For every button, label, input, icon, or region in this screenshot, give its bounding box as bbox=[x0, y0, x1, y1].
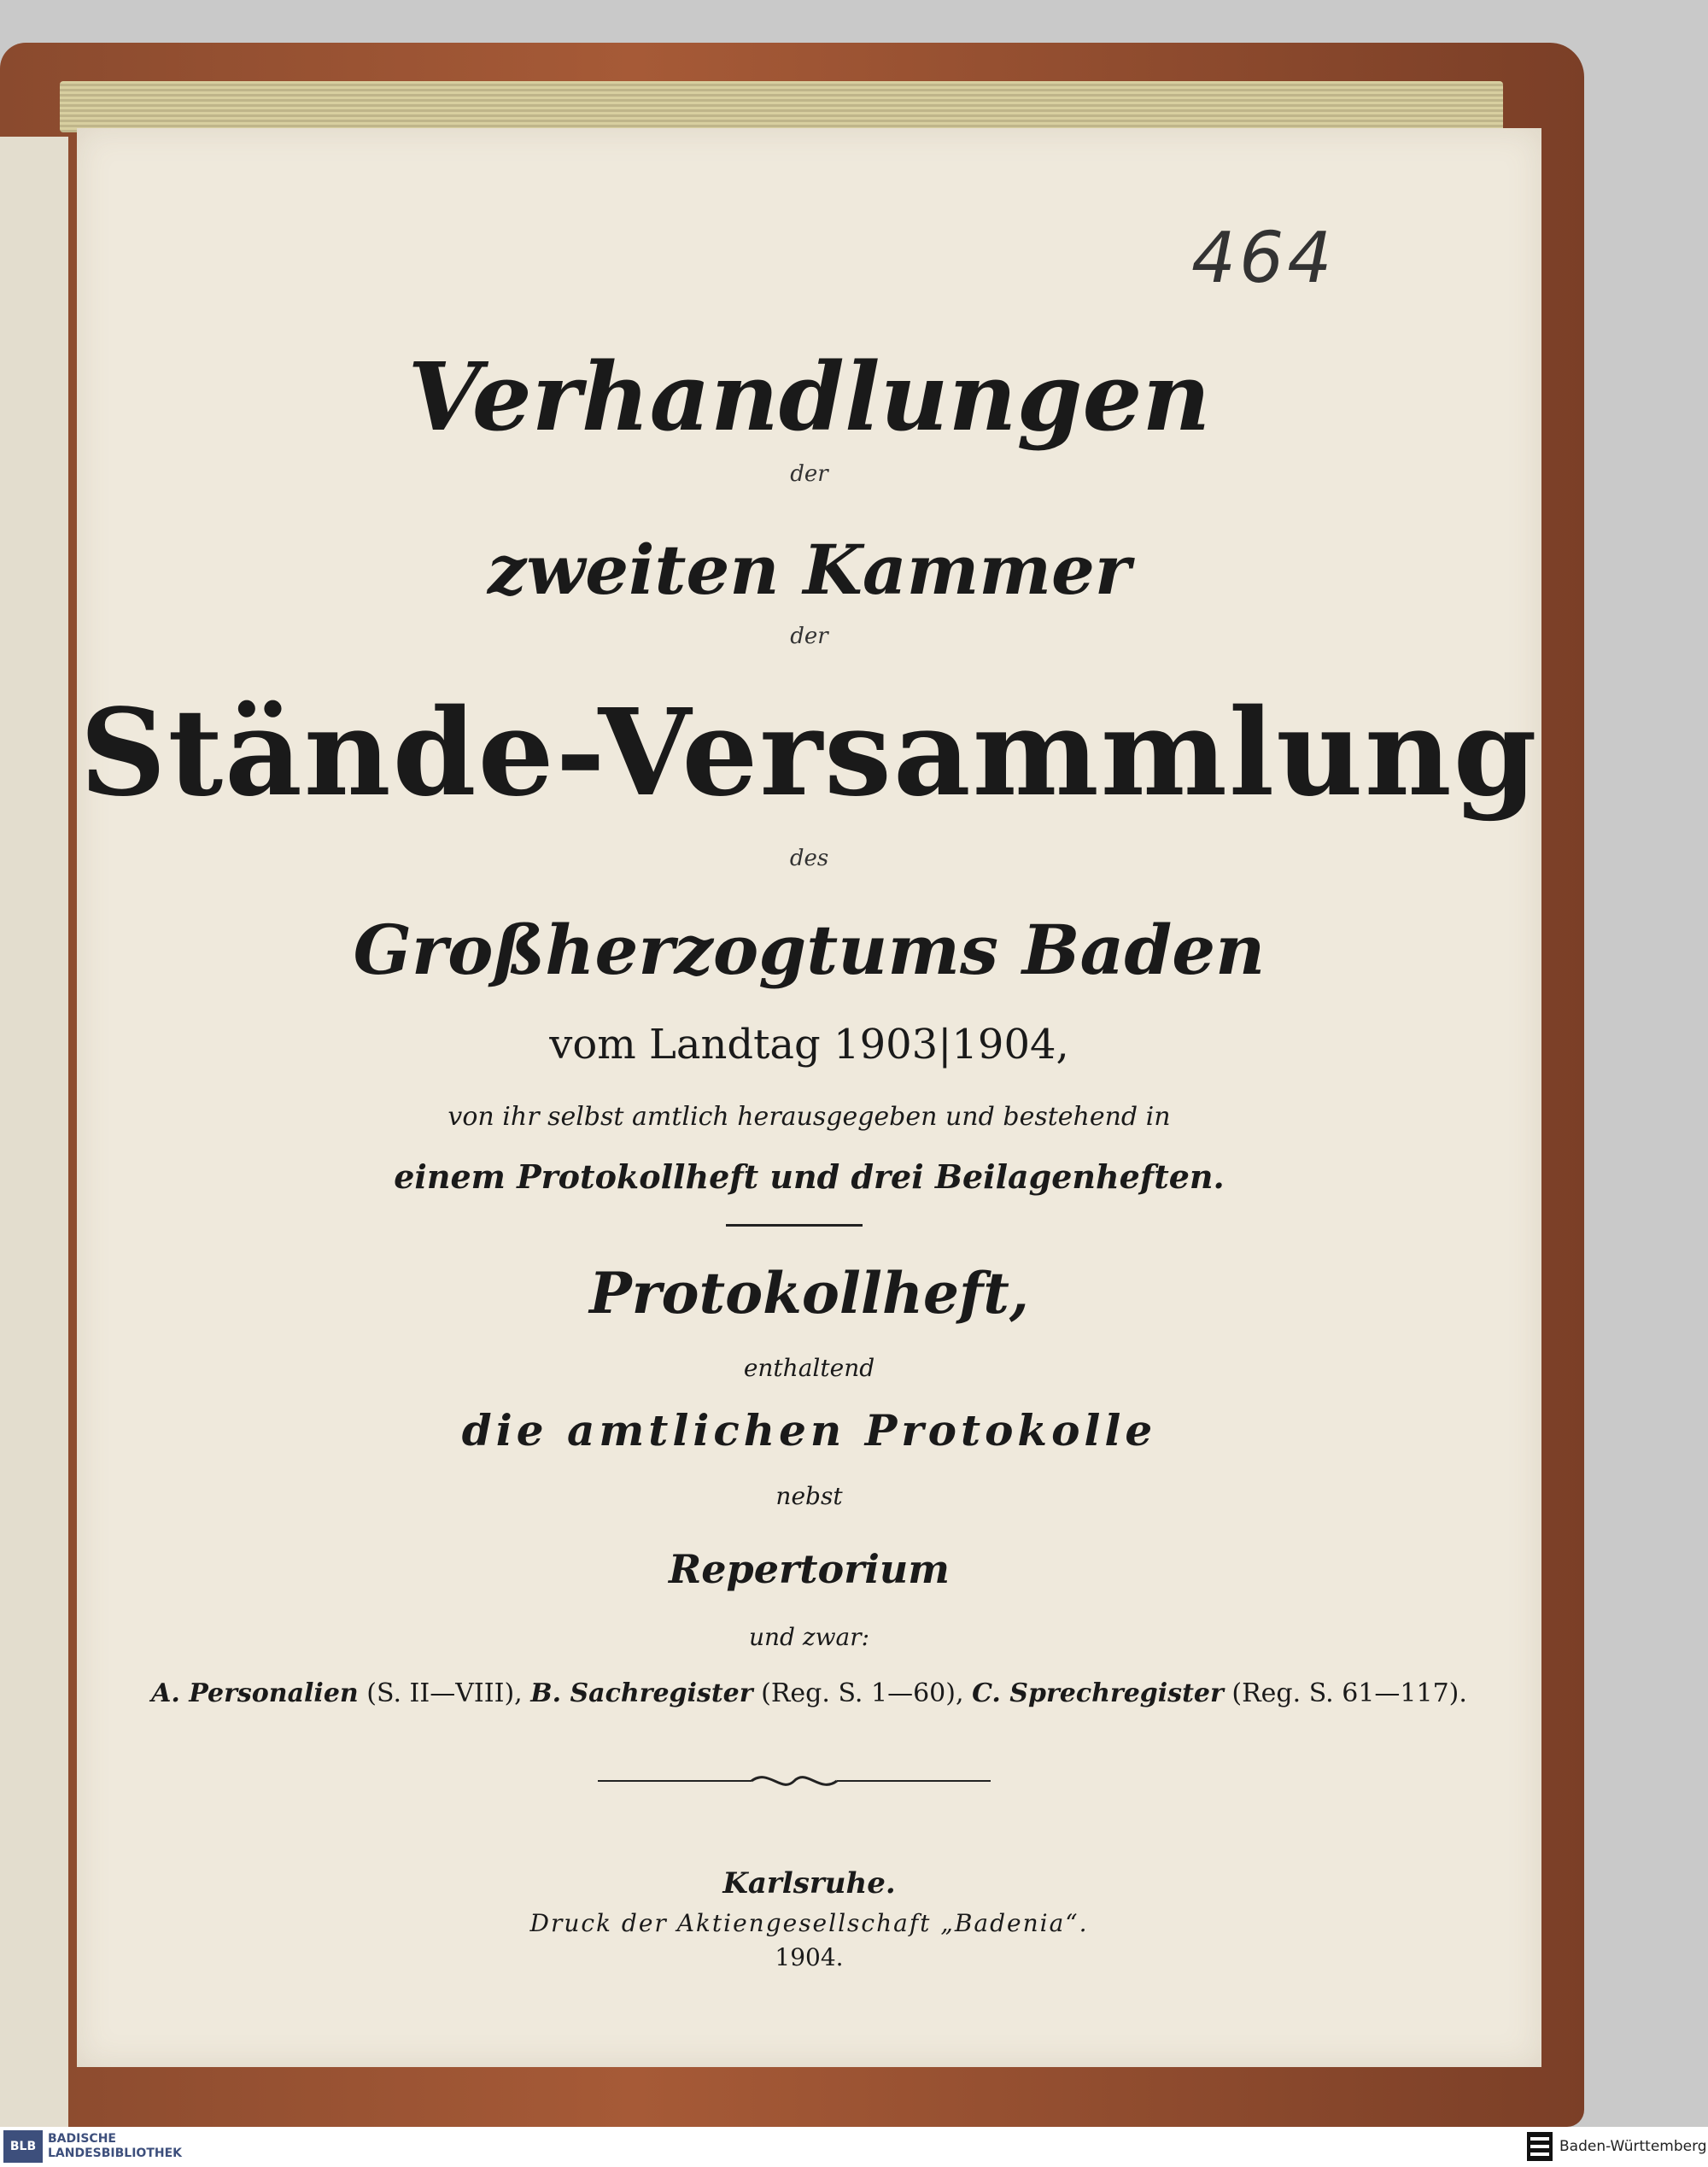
ornament-divider bbox=[598, 1768, 991, 1794]
contents-registers bbox=[77, 1678, 1541, 1708]
baden-wuerttemberg-crest-icon bbox=[1525, 2130, 1554, 2163]
subtitle-line-1: von ihr selbst amtlich herausgegeben und bestehend in bbox=[447, 1102, 1171, 1132]
footer-bar bbox=[0, 2127, 1708, 2167]
blb-name-line-1: BADISCHE bbox=[48, 2132, 116, 2146]
subtitle-line-2: einem Protokollheft und drei Beilagenheften. bbox=[394, 1157, 1225, 1196]
title-des: des bbox=[789, 846, 829, 871]
register-c-pages: (Reg. S. 61—117). bbox=[1231, 1678, 1467, 1708]
contents-repertorium: Repertorium bbox=[669, 1546, 950, 1592]
register-c-label: C. Sprechregister bbox=[972, 1678, 1224, 1708]
register-b-label: B. Sachregister bbox=[530, 1678, 753, 1708]
register-a-pages: (S. II—VIII), bbox=[366, 1678, 523, 1708]
contents-heading: Protokollheft, bbox=[589, 1260, 1029, 1327]
register-a-label: A. Personalien bbox=[151, 1678, 359, 1708]
imprint-year: 1904. bbox=[775, 1943, 844, 1971]
title-staende-versammlung: Stände-Versammlung bbox=[79, 683, 1539, 823]
contents-enthaltend: enthaltend bbox=[743, 1354, 875, 1382]
baden-wuerttemberg-name: Baden-Württemberg bbox=[1559, 2138, 1707, 2155]
title-der-1: der bbox=[790, 461, 828, 487]
title-session: vom Landtag 1903|1904, bbox=[549, 1021, 1069, 1069]
left-page-edge bbox=[0, 137, 68, 2127]
divider-rule bbox=[726, 1224, 863, 1227]
title-verhandlungen: Verhandlungen bbox=[407, 342, 1211, 452]
contents-main: die amtlichen Protokolle bbox=[461, 1405, 1157, 1455]
contents-nebst: nebst bbox=[775, 1482, 843, 1510]
contents-und-zwar: und zwar: bbox=[748, 1623, 870, 1651]
handwritten-shelfmark: 464 bbox=[1191, 218, 1336, 299]
imprint-place: Karlsruhe. bbox=[722, 1866, 896, 1901]
title-zweiten-kammer: zweiten Kammer bbox=[487, 530, 1132, 610]
blb-name-line-2: LANDESBIBLIOTHEK bbox=[48, 2147, 183, 2160]
title-grossherzogtum: Großherzogtums Baden bbox=[353, 910, 1266, 990]
blb-logo[interactable]: BLB bbox=[3, 2130, 43, 2163]
blb-name bbox=[48, 2132, 182, 2161]
title-der-2: der bbox=[790, 624, 828, 649]
imprint-printer: Druck der Aktiengesellschaft „Badenia“. bbox=[529, 1909, 1089, 1937]
register-b-pages: (Reg. S. 1—60), bbox=[761, 1678, 964, 1708]
page-edge bbox=[60, 81, 1503, 132]
